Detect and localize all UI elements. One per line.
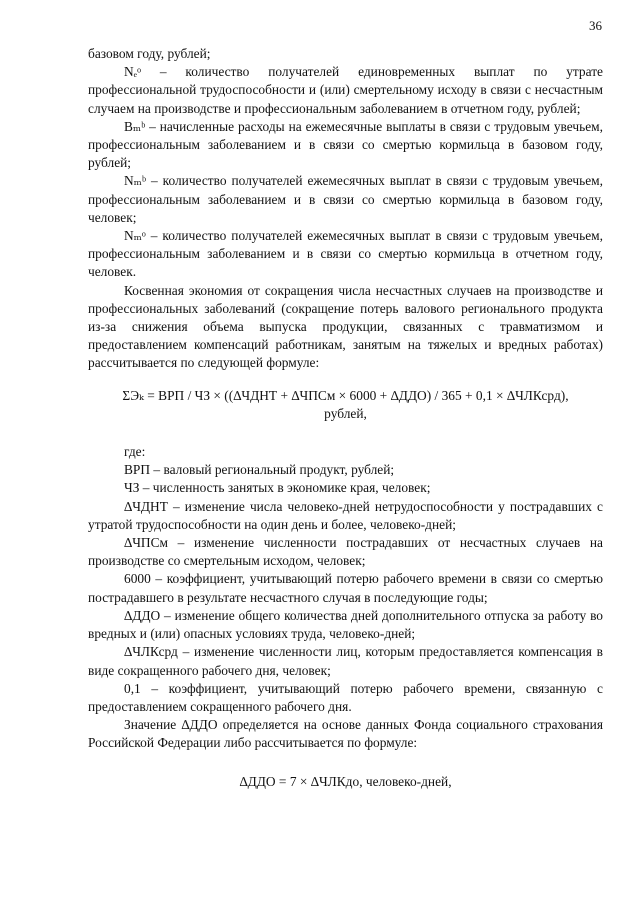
definition-item: 0,1 – коэффициент, учитывающий потерю рабочего времени, связанную с предоставлением сокращенного рабочего дня. <box>88 680 603 714</box>
definition-item: ∆ЧЛКсрд – изменение численности лиц, которым предоставляется компенсация в виде сокращенного рабочего дня, человек; <box>88 644 603 678</box>
definition-item: 6000 – коэффициент, учитывающий потерю рабочего времени в связи со смертью пострадавшего в результате несчастного случая в последующие годы; <box>88 571 603 605</box>
definition-item: Значение ∆ДДО определяется на основе данных Фонда социального страхования Российской Федерации либо рассчитывается по формуле: <box>88 717 603 751</box>
paragraph: Nₘᵒ – количество получателей ежемесячных выплат в связи с трудовым увечьем, профессиональным заболеванием и в связи со смертью кормильца в отчетном году, человек. <box>88 228 603 280</box>
second-formula: ∆ДДО = 7 × ∆ЧЛКдо, человеко-дней, <box>239 773 452 789</box>
paragraph: Nₑᵒ – количество получателей единовременных выплат по утрате профессиональной трудоспособности и (или) смертельному исходу в связи с несчастным случаем на производстве и профессиональным заболеванием в отчетном году, рублей; <box>88 64 603 116</box>
main-formula <box>88 387 603 423</box>
paragraph: Nₘᵇ – количество получателей ежемесячных выплат в связи с трудовым увечьем, профессиональным заболеванием и в связи со смертью кормильца в базовом году, человек; <box>88 173 603 225</box>
paragraph: Косвенная экономия от сокращения числа несчастных случаев на производстве и профессиональных заболеваний (сокращение потерь валового регионального продукта из-за снижения объема выпуска продукции, связанных с травматизмом и предоставлением компенсаций работникам, занятым на тяжелых и вредных работах) рассчитывается по следующей формуле: <box>88 282 603 371</box>
definition-item: ∆ДДО – изменение общего количества дней дополнительного отпуска за работу во вредных и (или) опасных условиях труда, человеко-дней; <box>88 607 603 642</box>
main-formula-expression: ΣЭₖ = ВРП / ЧЗ × ((∆ЧДНТ + ∆ЧПСм × 6000 + ∆ДДО) / 365 + 0,1 × ∆ЧЛКсрд), <box>122 387 569 403</box>
paragraph: базовом году, рублей; <box>88 46 211 61</box>
definition-item: ЧЗ – численность занятых в экономике края, человек; <box>124 480 431 496</box>
definition-item: ВРП – валовый региональный продукт, рублей; <box>124 462 395 478</box>
page-number: 36 <box>589 18 602 33</box>
document-body <box>88 45 603 791</box>
definition-item: ∆ЧПСм – изменение численности пострадавших от несчастных случаев на производстве со смертельным исходом, человек; <box>88 535 603 569</box>
main-formula-units: рублей, <box>324 405 367 421</box>
paragraph: Bₘᵇ – начисленные расходы на ежемесячные выплаты в связи с трудовым увечьем, профессиональным заболеванием и в связи со смертью кормильца в базовом году, рублей; <box>88 118 603 171</box>
where-label: где: <box>124 444 146 460</box>
definition-item: ∆ЧДНТ – изменение числа человеко-дней нетрудоспособности у пострадавших с утратой трудоспособности на один день и более, человеко-дней; <box>88 498 603 532</box>
